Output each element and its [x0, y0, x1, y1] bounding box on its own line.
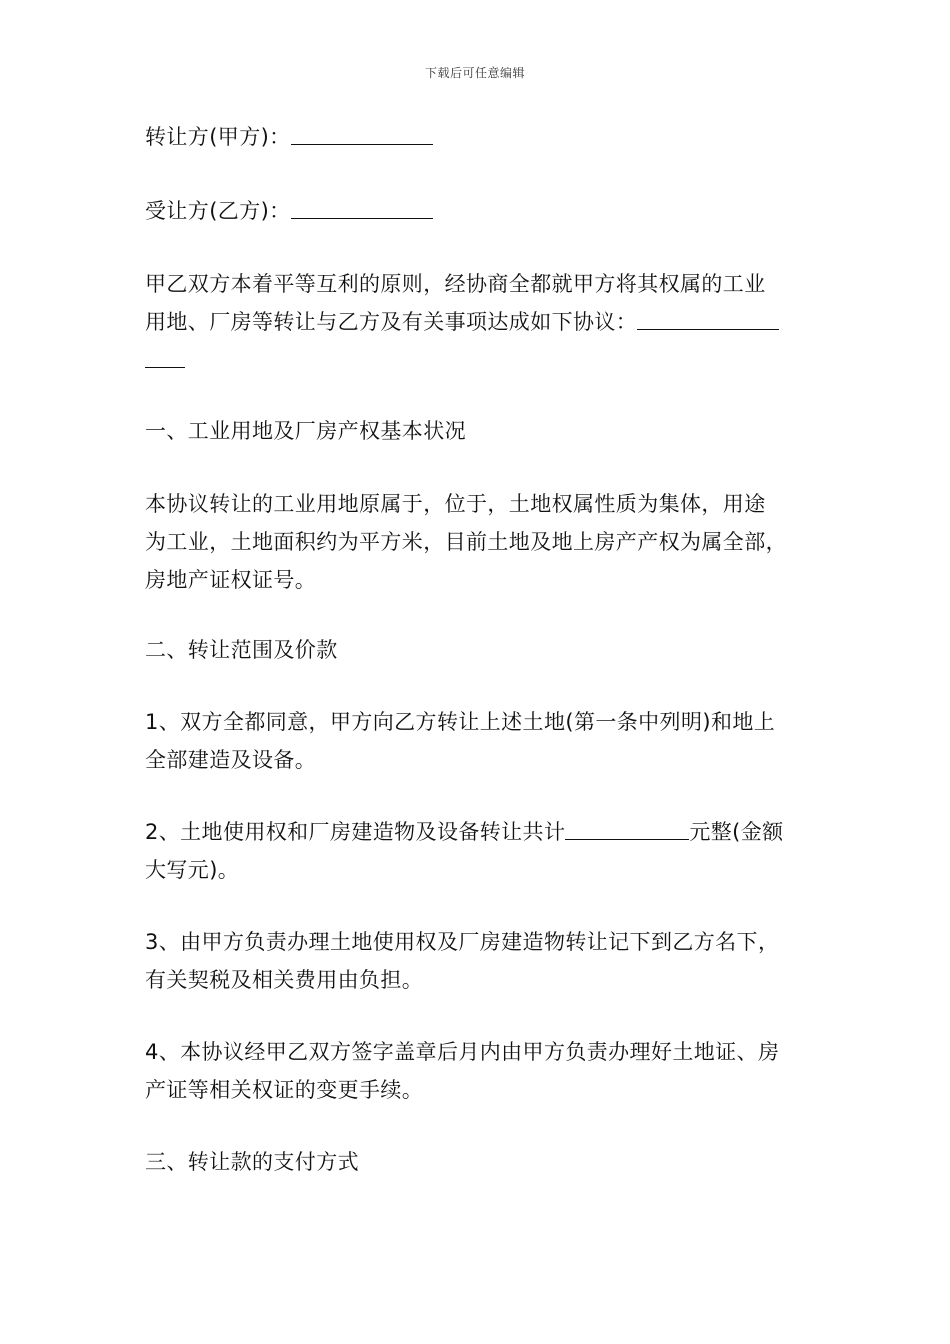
item-3-line-2: 有关契税及相关费用由负担。 — [145, 968, 424, 992]
item-1-line-1: 1、双方全都同意，甲方向乙方转让上述土地(第一条中列明)和地上 — [145, 710, 776, 734]
section-2-item-1 — [145, 703, 810, 779]
section-2-item-3 — [145, 923, 810, 999]
item-2-before: 2、土地使用权和厂房建造物及设备转让共计 — [145, 820, 566, 844]
section-1-line-2: 为工业，土地面积约为平方米，目前土地及地上房产产权为属全部， — [145, 530, 787, 554]
section-1-line-1: 本协议转让的工业用地原属于，位于，土地权属性质为集体，用途 — [145, 492, 766, 516]
section-1-line-3: 房地产证权证号。 — [145, 568, 317, 592]
intro-paragraph — [145, 265, 810, 379]
item-1-line-2: 全部建造及设备。 — [145, 748, 317, 772]
section-1-heading: 一、工业用地及厂房产权基本状况 — [145, 419, 466, 443]
party-b-blank — [291, 196, 433, 219]
intro-blank-tail — [145, 345, 185, 368]
item-2-line-2: 大写元)。 — [145, 858, 240, 882]
party-a-label: 转让方(甲方)： — [145, 125, 291, 149]
section-1-paragraph — [145, 485, 810, 599]
section-3-heading: 三、转让款的支付方式 — [145, 1150, 359, 1174]
item-2-after: 元整(金额 — [689, 820, 784, 844]
party-a-line — [145, 118, 810, 156]
party-b-label: 受让方(乙方)： — [145, 199, 291, 223]
page-header: 下载后可任意编辑 — [424, 66, 525, 80]
party-a-blank — [291, 122, 433, 145]
party-b-line — [145, 192, 810, 230]
item-3-line-1: 3、由甲方负责办理土地使用权及厂房建造物转让记下到乙方名下， — [145, 930, 780, 954]
price-blank — [565, 817, 689, 840]
section-2-item-4 — [145, 1033, 810, 1109]
item-4-line-2: 产证等相关权证的变更手续。 — [145, 1078, 424, 1102]
section-2-heading: 二、转让范围及价款 — [145, 638, 338, 662]
item-4-line-1: 4、本协议经甲乙双方签字盖章后月内由甲方负责办理好土地证、房 — [145, 1040, 780, 1064]
section-2-item-2 — [145, 813, 810, 889]
intro-line-1: 甲乙双方本着平等互利的原则，经协商全都就甲方将其权属的工业 — [145, 272, 766, 296]
intro-blank — [637, 307, 779, 330]
intro-line-2: 用地、厂房等转让与乙方及有关事项达成如下协议： — [145, 310, 638, 334]
